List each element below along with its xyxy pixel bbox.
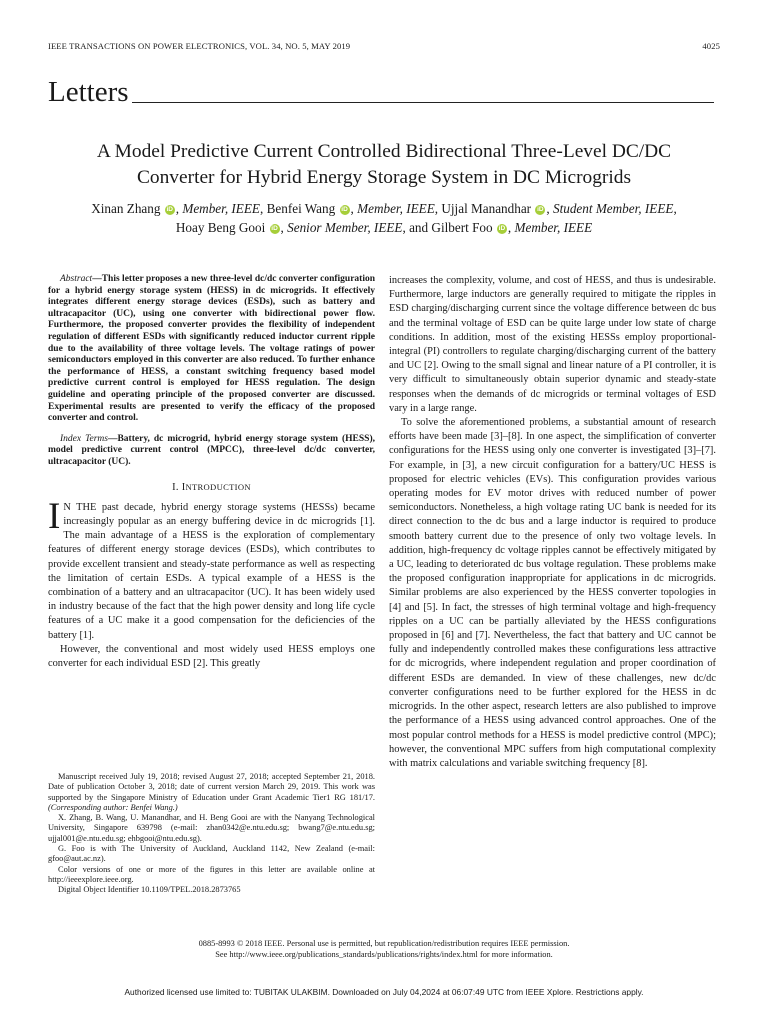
footnote: Manuscript received July 19, 2018; revised August 27, 2018; accepted September 21, 2018. Date of publication October 3, 2018; date of current version March 29, 2019. This work was supported by the Singapore Ministry of Education under Grant Academic Tier1 RG 181/17. (Corresponding author: Benfei Wang.)	[48, 772, 375, 812]
authorized-notice: Authorized licensed use limited to: TUBITAK ULAKBIM. Downloaded on July 04,2024 at 06:07:49 UTC from IEEE Xplore. Restrictions apply.	[124, 987, 644, 997]
paragraph: However, the conventional and most widely used HESS employs one converter for each individual ESD [2]. This greatly	[48, 643, 375, 669]
author-name: Xinan Zhang	[91, 201, 161, 216]
journal-header: IEEE TRANSACTIONS ON POWER ELECTRONICS, VOL. 34, NO. 5, MAY 2019	[48, 41, 351, 51]
page-number: 4025	[702, 41, 720, 51]
copyright-notice	[48, 938, 720, 960]
footnote: X. Zhang, B. Wang, U. Manandhar, and H. Beng Gooi are with the Nanyang Technological University, Singapore 639798 (e-mail: zhan0342@e.ntu.edu.sg; bwang7@e.ntu.edu.sg; ujjal001@e.ntu.edu.sg; ehbgooi@ntu.edu.sg).	[48, 813, 375, 843]
paragraph: increases the complexity, volume, and cost of HESS, and thus is undesirable. Furthermore, large inductors are generally required to mitigate the ripples in ESD charging/discharging current since the voltage difference between dc bus and the terminal voltage of ESD can be quite large under low state of charge conditions. In addition, most of the existing HESSs employ proportional-integral (PI) controllers to regulate charging/discharging current of the battery and UC [2]. Owing to the small signal and linear nature of a PI controller, it is very difficult to simultaneously obtain superior dynamic and steady-state responses when the demands of dc microgrids or terminal voltages of ESD vary in a large range.	[389, 275, 716, 414]
author-name: Ujjal Manandhar	[441, 201, 532, 216]
section-label: Letters	[48, 76, 129, 108]
author-name: Hoay Beng Gooi	[175, 219, 266, 235]
paragraph: IN THE past decade, hybrid energy storage systems (HESSs) became increasingly popular as an energy buffering device in dc microgrids [1]. The main advantage of a HESS is the exploration of complementary features of different energy storage devices (ESDs), which contributes to provide excellent transient and steady-state performance as well as respecting the limitation of certain ESDs. A typical example of a HESS is the combination of a battery and an ultracapacitor (UC). It has been widely used in industry because of the fact that the high power density and long life cycle features of a UC make it a good compensation for the deficiencies of the battery [1].	[48, 495, 375, 641]
author-role: Member, IEEE	[357, 201, 435, 216]
orcid-icon[interactable]: iD	[537, 206, 544, 213]
orcid-icon[interactable]: iD	[498, 224, 506, 232]
orcid-icon[interactable]: iD	[341, 206, 348, 213]
author-role: Member, IEEE	[182, 201, 260, 216]
running-head	[48, 41, 720, 51]
index-terms-lead: Index Terms	[60, 433, 108, 444]
author-role: Student Member, IEEE	[552, 201, 674, 216]
footnote: Digital Object Identifier 10.1109/TPEL.2018.2873765	[58, 885, 241, 895]
author-connector: and	[409, 219, 429, 235]
index-terms-text: —Battery, dc microgrid, hybrid energy storage system (HESS), model predictive current control (MPCC), three-level dc/dc converter, ultracapacitor (UC).	[48, 433, 375, 467]
right-column	[389, 274, 716, 771]
index-terms	[48, 434, 375, 469]
footnote: G. Foo is with The University of Auckland, Auckland 1142, New Zealand (e-mail: gfoo@aut.ac.nz).	[48, 844, 375, 864]
author-name: Benfei Wang	[266, 201, 336, 216]
copyright-line: 0885-8993 © 2018 IEEE. Personal use is permitted, but republication/redistribution requires IEEE permission.	[198, 939, 570, 948]
abstract-text: —This letter proposes a new three-level dc/dc converter configuration for a hybrid energy storage system (HESS) in dc microgrids. It effectively integrates different energy storage devices (ESDs), such as battery and ultracapacitor (UC), using one converter with bidirectional power flow. Furthermore, the proposed converter provides the flexibility of independent regulation of different ESDs with significantly reduced inductor current ripple due to the availability of three voltage levels. The voltage ratings of power semiconductors employed in this converter are also reduced. To further enhance the performance of HESS, a constant switching frequency based model predictive current control is employed for HESS regulation. The design guideline and operating principle of the proposed converter are discussed. Experimental results are presented to verify the efficacy of the proposed converter and control.	[48, 274, 375, 424]
left-column	[48, 274, 375, 671]
author-role: Member, IEEE	[514, 219, 593, 235]
copyright-link[interactable]: See http://www.ieee.org/publications_standards/publications/rights/index.html for more information.	[215, 950, 553, 959]
author-role: Senior Member, IEEE	[287, 219, 403, 235]
abstract-lead: Abstract	[60, 274, 93, 284]
author-name: Gilbert Foo	[431, 219, 493, 235]
author-list: Xinan Zhang iD , Member, IEEE, Benfei Wang iD , Member, IEEE, Ujjal Manandhar iD , Student Member, IEEE, Hoay Beng Gooi iD , Senior Member, IEEE, and Gilbert Foo iD , Member, IEEE	[91, 201, 677, 235]
section-heading: I. INTRODUCTION	[172, 481, 251, 493]
section-label-row	[48, 76, 714, 108]
abstract	[48, 274, 375, 425]
paragraph: To solve the aforementioned problems, a substantial amount of research efforts have been made [3]–[8]. In one aspect, the simplification of converter configurations for the HESS using only one converter is investigated [3]–[7]. For example, in [3], a new circuit configuration for a battery/UC HESS is proposed for electric vehicles (EVs). This configuration provides various operating modes for EV motor drives with reduced number of power semiconductors. Nonetheless, a high voltage rating UC bank is needed for its direct connection to the dc bus and a large inductor is required to produce smooth battery current due to the presence of only two voltage levels. In addition, high-frequency dc voltage ripples cannot be effectively mitigated by a UC, leading to deteriorated dc bus voltage regulation. These problems make the proposed configuration inappropriate for applications in dc microgrids. Similar problems are also experienced by the HESS converter topologies in [4] and [5]. In fact, the stresses of high terminal voltage and high-frequency ripples on a UC can be partially alleviated by the HESS configurations proposed in [6] and [7]. Nevertheless, the fact that battery and UC cannot be fully and independently controlled makes these configurations less attractive for dc microgrids, where independent regulation and proper coordination of different ESDs are demanded. In view of these challenges, new dc/dc converter configurations need to be further explored for the HESS in dc microgrids. In the other aspect, research letters are also published to improve the performance of a HESS using advanced control approaches. One of the most popular control methods for a HESS is model predictive control (MPC); however, the conventional MPC suffers from high computational complexity with matrix calculations and variable switching frequency [8].	[389, 417, 716, 769]
orcid-icon[interactable]: iD	[271, 224, 278, 232]
footnotes	[48, 772, 375, 896]
section-rule	[132, 102, 714, 103]
orcid-icon[interactable]: iD	[166, 206, 173, 213]
footnote: Color versions of one or more of the figures in this letter are available online at http://ieeexplore.ieee.org.	[48, 864, 375, 884]
paper-title: A Model Predictive Current Controlled Bidirectional Three-Level DC/DC Converter for Hybrid Energy Storage System in DC Microgrids	[96, 141, 672, 188]
